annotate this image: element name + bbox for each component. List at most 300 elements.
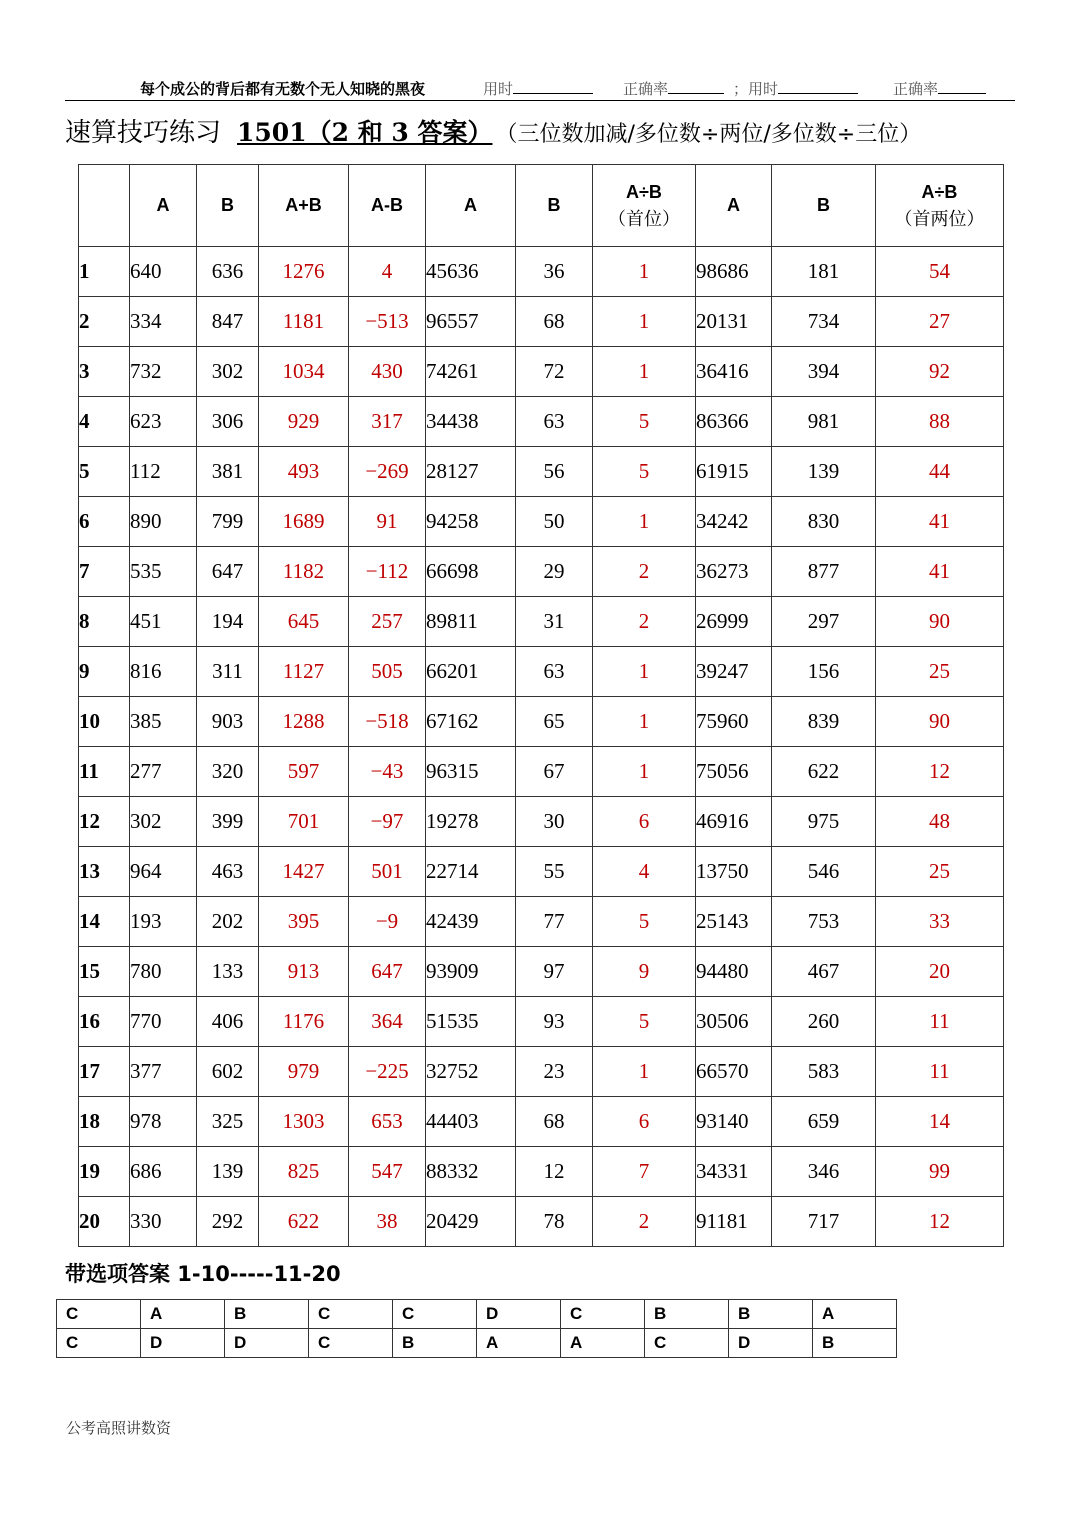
table-cell: 734 bbox=[772, 297, 876, 347]
table-cell: 156 bbox=[772, 647, 876, 697]
option-cell: A bbox=[141, 1300, 225, 1329]
row-index: 11 bbox=[79, 747, 130, 797]
table-cell: 686 bbox=[130, 1147, 197, 1197]
table-cell: 5 bbox=[593, 397, 696, 447]
table-cell: 463 bbox=[197, 847, 259, 897]
table-cell: 493 bbox=[259, 447, 349, 497]
table-cell: 1 bbox=[593, 697, 696, 747]
option-cell: B bbox=[393, 1329, 477, 1358]
table-cell: 1427 bbox=[259, 847, 349, 897]
table-cell: 780 bbox=[130, 947, 197, 997]
table-cell: 75056 bbox=[696, 747, 772, 797]
table-cell: 623 bbox=[130, 397, 197, 447]
table-cell: 91 bbox=[349, 497, 426, 547]
table-cell: 732 bbox=[130, 347, 197, 397]
table-cell: 277 bbox=[130, 747, 197, 797]
table-cell: 20429 bbox=[426, 1197, 516, 1247]
table-row bbox=[79, 747, 1004, 797]
table-cell: 1181 bbox=[259, 297, 349, 347]
table-cell: 659 bbox=[772, 1097, 876, 1147]
table-cell: 5 bbox=[593, 447, 696, 497]
table-cell: 11 bbox=[876, 1047, 1004, 1097]
table-cell: 877 bbox=[772, 547, 876, 597]
table-row bbox=[79, 297, 1004, 347]
table-cell: 302 bbox=[130, 797, 197, 847]
table-cell: 978 bbox=[130, 1097, 197, 1147]
table-cell: 25143 bbox=[696, 897, 772, 947]
row-index: 14 bbox=[79, 897, 130, 947]
table-cell: 91181 bbox=[696, 1197, 772, 1247]
header-index bbox=[79, 165, 130, 247]
table-cell: 5 bbox=[593, 897, 696, 947]
option-cell: A bbox=[477, 1329, 561, 1358]
table-cell: 535 bbox=[130, 547, 197, 597]
table-cell: 13750 bbox=[696, 847, 772, 897]
option-cell: D bbox=[477, 1300, 561, 1329]
row-index: 10 bbox=[79, 697, 130, 747]
table-cell: 36 bbox=[516, 247, 593, 297]
table-cell: 546 bbox=[772, 847, 876, 897]
table-cell: 1 bbox=[593, 297, 696, 347]
table-cell: 93140 bbox=[696, 1097, 772, 1147]
table-cell: 89811 bbox=[426, 597, 516, 647]
table-cell: 816 bbox=[130, 647, 197, 697]
table-cell: 1689 bbox=[259, 497, 349, 547]
table-cell: 1 bbox=[593, 247, 696, 297]
table-cell: 6 bbox=[593, 797, 696, 847]
table-cell: 292 bbox=[197, 1197, 259, 1247]
table-cell: 2 bbox=[593, 1197, 696, 1247]
motto-text: 每个成公的背后都有无数个无人知晓的黑夜 bbox=[140, 80, 426, 98]
header-a2: A bbox=[426, 165, 516, 247]
table-cell: 92 bbox=[876, 347, 1004, 397]
table-cell: 4 bbox=[593, 847, 696, 897]
table-row bbox=[79, 447, 1004, 497]
table-cell: 964 bbox=[130, 847, 197, 897]
table-cell: 68 bbox=[516, 297, 593, 347]
table-row bbox=[79, 397, 1004, 447]
table-cell: 193 bbox=[130, 897, 197, 947]
table-cell: 302 bbox=[197, 347, 259, 397]
header-text: A÷B bbox=[921, 181, 958, 202]
header-a3: A bbox=[696, 165, 772, 247]
table-cell: 93909 bbox=[426, 947, 516, 997]
table-cell: 406 bbox=[197, 997, 259, 1047]
table-row bbox=[79, 1047, 1004, 1097]
table-cell: 430 bbox=[349, 347, 426, 397]
header-div-first bbox=[593, 165, 696, 247]
table-cell: 1 bbox=[593, 1047, 696, 1097]
table-header-row bbox=[79, 165, 1004, 247]
table-cell: 44 bbox=[876, 447, 1004, 497]
table-cell: −518 bbox=[349, 697, 426, 747]
table-cell: 139 bbox=[197, 1147, 259, 1197]
table-cell: 48 bbox=[876, 797, 1004, 847]
table-cell: 90 bbox=[876, 697, 1004, 747]
table-cell: 830 bbox=[772, 497, 876, 547]
header-div-two bbox=[876, 165, 1004, 247]
table-cell: 839 bbox=[772, 697, 876, 747]
title-subtitle: （三位数加减/多位数÷两位/多位数÷三位） bbox=[506, 122, 922, 147]
option-cell: C bbox=[393, 1300, 477, 1329]
table-cell: 54 bbox=[876, 247, 1004, 297]
table-cell: 36416 bbox=[696, 347, 772, 397]
table-cell: 12 bbox=[516, 1147, 593, 1197]
table-row bbox=[79, 847, 1004, 897]
table-cell: 61915 bbox=[696, 447, 772, 497]
table-row bbox=[79, 797, 1004, 847]
table-row bbox=[79, 697, 1004, 747]
table-cell: 27 bbox=[876, 297, 1004, 347]
table-cell: 23 bbox=[516, 1047, 593, 1097]
row-index: 3 bbox=[79, 347, 130, 397]
footer-text: 公考高照讲数资 bbox=[66, 1419, 172, 1437]
row-index: 17 bbox=[79, 1047, 130, 1097]
option-cell: D bbox=[225, 1329, 309, 1358]
table-cell: 7 bbox=[593, 1147, 696, 1197]
accuracy-field-2 bbox=[893, 78, 986, 99]
table-cell: 622 bbox=[772, 747, 876, 797]
accuracy-label: 正确率 bbox=[623, 80, 669, 98]
row-index: 4 bbox=[79, 397, 130, 447]
table-cell: 799 bbox=[197, 497, 259, 547]
accuracy-blank bbox=[938, 80, 986, 94]
option-cell: C bbox=[309, 1300, 393, 1329]
table-cell: 1176 bbox=[259, 997, 349, 1047]
table-cell: 647 bbox=[349, 947, 426, 997]
table-row bbox=[79, 1197, 1004, 1247]
table-cell: 4 bbox=[349, 247, 426, 297]
table-cell: −97 bbox=[349, 797, 426, 847]
table-row bbox=[79, 1097, 1004, 1147]
table-cell: 25 bbox=[876, 847, 1004, 897]
table-cell: −513 bbox=[349, 297, 426, 347]
table-cell: 97 bbox=[516, 947, 593, 997]
table-cell: 297 bbox=[772, 597, 876, 647]
table-cell: 112 bbox=[130, 447, 197, 497]
table-cell: 22714 bbox=[426, 847, 516, 897]
accuracy-blank bbox=[668, 80, 724, 94]
table-cell: 583 bbox=[772, 1047, 876, 1097]
table-cell: 501 bbox=[349, 847, 426, 897]
table-cell: 6 bbox=[593, 1097, 696, 1147]
table-cell: 701 bbox=[259, 797, 349, 847]
table-cell: 311 bbox=[197, 647, 259, 697]
table-cell: 30 bbox=[516, 797, 593, 847]
table-cell: 9 bbox=[593, 947, 696, 997]
table-cell: 41 bbox=[876, 547, 1004, 597]
table-cell: 399 bbox=[197, 797, 259, 847]
table-row bbox=[79, 497, 1004, 547]
table-cell: 1 bbox=[593, 747, 696, 797]
table-cell: 385 bbox=[130, 697, 197, 747]
table-cell: 717 bbox=[772, 1197, 876, 1247]
table-cell: 55 bbox=[516, 847, 593, 897]
table-cell: 194 bbox=[197, 597, 259, 647]
table-row bbox=[79, 347, 1004, 397]
table-cell: 41 bbox=[876, 497, 1004, 547]
options-row bbox=[57, 1329, 897, 1358]
table-cell: 334 bbox=[130, 297, 197, 347]
time-blank bbox=[513, 80, 593, 94]
table-cell: 377 bbox=[130, 1047, 197, 1097]
table-row bbox=[79, 597, 1004, 647]
option-cell: C bbox=[57, 1300, 141, 1329]
table-cell: 96557 bbox=[426, 297, 516, 347]
table-cell: 11 bbox=[876, 997, 1004, 1047]
row-index: 15 bbox=[79, 947, 130, 997]
table-cell: 1127 bbox=[259, 647, 349, 697]
table-cell: 25 bbox=[876, 647, 1004, 697]
table-cell: 202 bbox=[197, 897, 259, 947]
table-cell: 653 bbox=[349, 1097, 426, 1147]
row-index: 8 bbox=[79, 597, 130, 647]
table-cell: 394 bbox=[772, 347, 876, 397]
table-cell: 90 bbox=[876, 597, 1004, 647]
row-index: 19 bbox=[79, 1147, 130, 1197]
table-cell: 317 bbox=[349, 397, 426, 447]
option-cell: B bbox=[225, 1300, 309, 1329]
table-cell: 45636 bbox=[426, 247, 516, 297]
header-note: （首两位） bbox=[894, 208, 985, 230]
option-cell: B bbox=[813, 1329, 897, 1358]
header-text: A÷B bbox=[626, 181, 662, 202]
option-cell: C bbox=[645, 1329, 729, 1358]
table-cell: 890 bbox=[130, 497, 197, 547]
table-cell: 94480 bbox=[696, 947, 772, 997]
table-cell: 847 bbox=[197, 297, 259, 347]
table-cell: −269 bbox=[349, 447, 426, 497]
table-cell: 38 bbox=[349, 1197, 426, 1247]
table-cell: 181 bbox=[772, 247, 876, 297]
table-cell: 66698 bbox=[426, 547, 516, 597]
row-index: 2 bbox=[79, 297, 130, 347]
table-cell: 19278 bbox=[426, 797, 516, 847]
table-cell: 34331 bbox=[696, 1147, 772, 1197]
table-cell: 67162 bbox=[426, 697, 516, 747]
table-cell: 979 bbox=[259, 1047, 349, 1097]
title-main: 速算技巧练习 bbox=[65, 118, 222, 148]
table-cell: 63 bbox=[516, 647, 593, 697]
option-cell: C bbox=[561, 1300, 645, 1329]
answer-table bbox=[78, 164, 1004, 1247]
table-cell: 451 bbox=[130, 597, 197, 647]
table-cell: 74261 bbox=[426, 347, 516, 397]
table-cell: 647 bbox=[197, 547, 259, 597]
table-cell: 88 bbox=[876, 397, 1004, 447]
table-cell: 86366 bbox=[696, 397, 772, 447]
title-number: 1501（2 和 3 答案） bbox=[237, 118, 493, 147]
table-cell: 320 bbox=[197, 747, 259, 797]
table-cell: 14 bbox=[876, 1097, 1004, 1147]
table-cell: 505 bbox=[349, 647, 426, 697]
table-cell: 364 bbox=[349, 997, 426, 1047]
table-cell: −225 bbox=[349, 1047, 426, 1097]
table-cell: 597 bbox=[259, 747, 349, 797]
table-cell: 36273 bbox=[696, 547, 772, 597]
accuracy-label: 正确率 bbox=[893, 80, 939, 98]
option-cell: C bbox=[309, 1329, 393, 1358]
option-cell: B bbox=[645, 1300, 729, 1329]
header-note: （首位） bbox=[608, 208, 680, 230]
table-row bbox=[79, 547, 1004, 597]
option-cell: C bbox=[57, 1329, 141, 1358]
row-index: 1 bbox=[79, 247, 130, 297]
table-cell: 34242 bbox=[696, 497, 772, 547]
table-cell: 1182 bbox=[259, 547, 349, 597]
row-index: 9 bbox=[79, 647, 130, 697]
row-index: 16 bbox=[79, 997, 130, 1047]
page-header bbox=[65, 70, 1015, 101]
table-cell: 42439 bbox=[426, 897, 516, 947]
table-cell: −43 bbox=[349, 747, 426, 797]
row-index: 13 bbox=[79, 847, 130, 897]
table-cell: 99 bbox=[876, 1147, 1004, 1197]
header-b2: B bbox=[516, 165, 593, 247]
option-cell: B bbox=[729, 1300, 813, 1329]
table-cell: 2 bbox=[593, 547, 696, 597]
table-cell: 98686 bbox=[696, 247, 772, 297]
table-cell: 636 bbox=[197, 247, 259, 297]
table-cell: 56 bbox=[516, 447, 593, 497]
table-cell: 33 bbox=[876, 897, 1004, 947]
table-cell: 12 bbox=[876, 747, 1004, 797]
table-cell: 68 bbox=[516, 1097, 593, 1147]
table-cell: 825 bbox=[259, 1147, 349, 1197]
table-cell: 29 bbox=[516, 547, 593, 597]
options-row bbox=[57, 1300, 897, 1329]
table-cell: −112 bbox=[349, 547, 426, 597]
table-cell: 325 bbox=[197, 1097, 259, 1147]
row-index: 12 bbox=[79, 797, 130, 847]
row-index: 6 bbox=[79, 497, 130, 547]
table-cell: 640 bbox=[130, 247, 197, 297]
table-row bbox=[79, 647, 1004, 697]
row-index: 7 bbox=[79, 547, 130, 597]
table-cell: 31 bbox=[516, 597, 593, 647]
row-index: 5 bbox=[79, 447, 130, 497]
table-cell: 1 bbox=[593, 647, 696, 697]
table-cell: 32752 bbox=[426, 1047, 516, 1097]
header-sum: A+B bbox=[259, 165, 349, 247]
table-cell: 1276 bbox=[259, 247, 349, 297]
table-row bbox=[79, 247, 1004, 297]
table-cell: 306 bbox=[197, 397, 259, 447]
table-row bbox=[79, 897, 1004, 947]
table-cell: 44403 bbox=[426, 1097, 516, 1147]
table-cell: 63 bbox=[516, 397, 593, 447]
table-cell: 1034 bbox=[259, 347, 349, 397]
table-cell: 65 bbox=[516, 697, 593, 747]
table-cell: 260 bbox=[772, 997, 876, 1047]
table-cell: 346 bbox=[772, 1147, 876, 1197]
table-cell: 96315 bbox=[426, 747, 516, 797]
row-index: 20 bbox=[79, 1197, 130, 1247]
time-blank bbox=[778, 80, 858, 94]
table-cell: 133 bbox=[197, 947, 259, 997]
table-cell: 257 bbox=[349, 597, 426, 647]
table-row bbox=[79, 1147, 1004, 1197]
table-cell: 467 bbox=[772, 947, 876, 997]
table-cell: 66570 bbox=[696, 1047, 772, 1097]
options-title: 带选项答案 1-10-----11-20 bbox=[65, 1262, 341, 1286]
table-cell: 1 bbox=[593, 497, 696, 547]
table-cell: 381 bbox=[197, 447, 259, 497]
option-cell: D bbox=[141, 1329, 225, 1358]
table-cell: 975 bbox=[772, 797, 876, 847]
time-field-2 bbox=[733, 78, 858, 99]
table-cell: 1288 bbox=[259, 697, 349, 747]
accuracy-field-1 bbox=[623, 78, 724, 99]
table-cell: 139 bbox=[772, 447, 876, 497]
table-cell: 50 bbox=[516, 497, 593, 547]
table-cell: 913 bbox=[259, 947, 349, 997]
table-cell: 93 bbox=[516, 997, 593, 1047]
options-table bbox=[56, 1299, 897, 1358]
table-cell: 330 bbox=[130, 1197, 197, 1247]
header-b: B bbox=[197, 165, 259, 247]
table-cell: 94258 bbox=[426, 497, 516, 547]
table-cell: 1303 bbox=[259, 1097, 349, 1147]
table-cell: 67 bbox=[516, 747, 593, 797]
time-field-1 bbox=[483, 78, 593, 99]
table-cell: 75960 bbox=[696, 697, 772, 747]
table-cell: 547 bbox=[349, 1147, 426, 1197]
table-cell: 981 bbox=[772, 397, 876, 447]
table-cell: 770 bbox=[130, 997, 197, 1047]
table-cell: 77 bbox=[516, 897, 593, 947]
table-row bbox=[79, 947, 1004, 997]
table-cell: 602 bbox=[197, 1047, 259, 1097]
separator: ； bbox=[733, 80, 749, 98]
time-label: 用时 bbox=[748, 80, 779, 98]
table-cell: 78 bbox=[516, 1197, 593, 1247]
table-cell: 645 bbox=[259, 597, 349, 647]
table-cell: 66201 bbox=[426, 647, 516, 697]
row-index: 18 bbox=[79, 1097, 130, 1147]
option-cell: D bbox=[729, 1329, 813, 1358]
header-b3: B bbox=[772, 165, 876, 247]
table-cell: 903 bbox=[197, 697, 259, 747]
table-cell: 12 bbox=[876, 1197, 1004, 1247]
option-cell: A bbox=[561, 1329, 645, 1358]
table-cell: 20 bbox=[876, 947, 1004, 997]
table-cell: 39247 bbox=[696, 647, 772, 697]
table-cell: 28127 bbox=[426, 447, 516, 497]
table-cell: 51535 bbox=[426, 997, 516, 1047]
option-cell: A bbox=[813, 1300, 897, 1329]
time-label: 用时 bbox=[483, 80, 514, 98]
header-a: A bbox=[130, 165, 197, 247]
table-cell: 753 bbox=[772, 897, 876, 947]
header-diff: A-B bbox=[349, 165, 426, 247]
table-cell: 26999 bbox=[696, 597, 772, 647]
table-cell: 622 bbox=[259, 1197, 349, 1247]
table-cell: 34438 bbox=[426, 397, 516, 447]
table-cell: 1 bbox=[593, 347, 696, 397]
table-cell: 929 bbox=[259, 397, 349, 447]
table-cell: −9 bbox=[349, 897, 426, 947]
table-cell: 5 bbox=[593, 997, 696, 1047]
page-title bbox=[65, 112, 1065, 149]
table-cell: 20131 bbox=[696, 297, 772, 347]
table-cell: 46916 bbox=[696, 797, 772, 847]
table-cell: 88332 bbox=[426, 1147, 516, 1197]
table-row bbox=[79, 997, 1004, 1047]
table-cell: 395 bbox=[259, 897, 349, 947]
table-cell: 2 bbox=[593, 597, 696, 647]
table-cell: 30506 bbox=[696, 997, 772, 1047]
